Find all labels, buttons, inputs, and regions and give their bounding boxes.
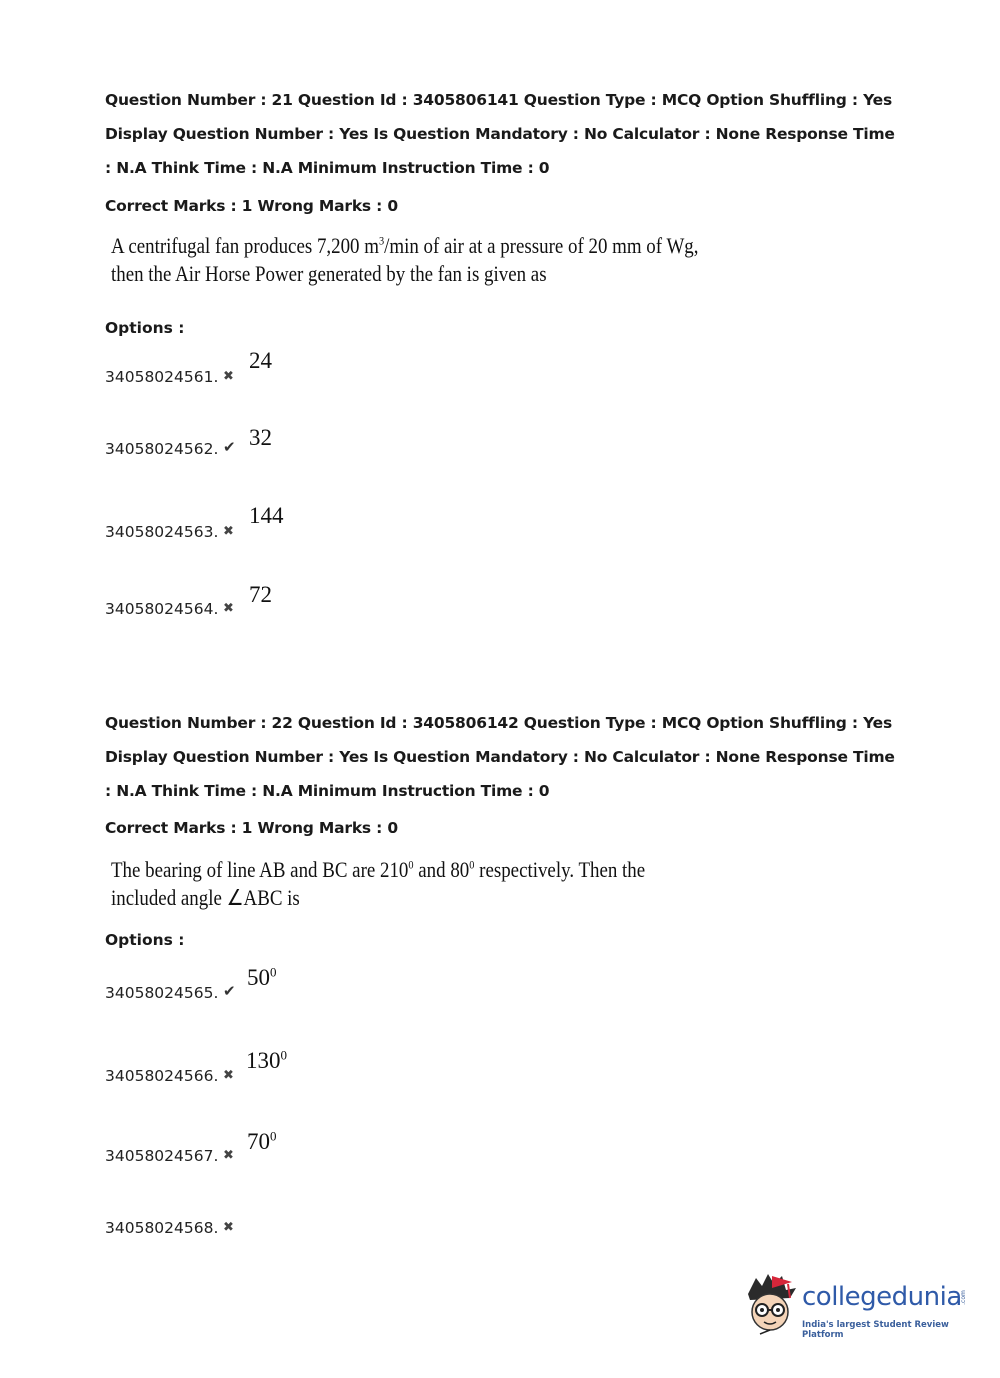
cross-icon: ✖: [223, 1220, 234, 1235]
collegedunia-logo: [742, 1272, 972, 1342]
meta-line: : N.A Think Time : N.A Minimum Instruction Time : 0: [105, 782, 550, 800]
cross-icon: ✖: [223, 369, 234, 384]
question-line: A centrifugal fan produces 7,200 $m^3/\min$ of air at a pressure of 20 mm of Wg,: [111, 233, 699, 258]
option-id: 34058024567.: [105, 1147, 219, 1165]
question-text: [111, 232, 699, 288]
marks-info: Correct Marks : 1 Wrong Marks : 0: [105, 819, 398, 837]
meta-line: : N.A Think Time : N.A Minimum Instruction Time : 0: [105, 159, 550, 177]
option-value: 72: [249, 582, 272, 607]
option-value: 24: [249, 348, 272, 373]
cross-icon: ✖: [223, 1148, 234, 1163]
options-label: Options :: [105, 319, 185, 337]
question-meta: [105, 706, 925, 808]
option-row: [105, 418, 505, 458]
option-id: 34058024561.: [105, 368, 219, 386]
meta-line: Question Number : 22 Question Id : 3405806142 Question Type : MCQ Option Shuffling : Yes: [105, 714, 893, 732]
meta-line: Display Question Number : Yes Is Question Mandatory : No Calculator : None Response Time: [105, 125, 895, 143]
option-value: $70^0$: [247, 1128, 277, 1154]
logo-suffix: .com: [959, 1290, 967, 1305]
option-id: 34058024568.: [105, 1219, 219, 1237]
question-text: [111, 856, 645, 912]
option-id: 34058024565.: [105, 984, 219, 1002]
option-row: [105, 578, 505, 618]
option-row: [105, 346, 505, 386]
option-row: [105, 1125, 505, 1165]
option-id: 34058024562.: [105, 440, 219, 458]
option-id: 34058024564.: [105, 600, 219, 618]
option-row: [105, 501, 505, 541]
option-row: [105, 1197, 505, 1237]
question-line: included angle ∠ABC is: [111, 885, 300, 910]
logo-name: collegedunia: [802, 1282, 962, 1312]
meta-line: Question Number : 21 Question Id : 3405806141 Question Type : MCQ Option Shuffling : Yes: [105, 91, 893, 109]
check-icon: ✔: [223, 438, 236, 456]
question-meta: [105, 83, 925, 185]
options-label: Options :: [105, 931, 185, 949]
option-value: 32: [249, 425, 272, 450]
check-icon: ✔: [223, 982, 236, 1000]
meta-line: Display Question Number : Yes Is Question Mandatory : No Calculator : None Response Time: [105, 748, 895, 766]
cross-icon: ✖: [223, 524, 234, 539]
option-value: $130^0$: [246, 1047, 287, 1073]
question-line: The bearing of line AB and BC are $210^0$ and $80^0$ respectively. Then the: [111, 857, 646, 882]
cross-icon: ✖: [223, 1068, 234, 1083]
cross-icon: ✖: [223, 601, 234, 616]
option-row: [105, 1045, 505, 1085]
option-id: 34058024563.: [105, 523, 219, 541]
option-value: $50^0$: [247, 964, 277, 990]
logo-tagline: India's largest Student Review Platform: [802, 1320, 949, 1340]
mascot-icon: [742, 1272, 800, 1336]
option-row: [105, 962, 505, 1002]
marks-info: Correct Marks : 1 Wrong Marks : 0: [105, 197, 398, 215]
option-value: 144: [249, 503, 284, 528]
option-id: 34058024566.: [105, 1067, 219, 1085]
question-line: then the Air Horse Power generated by the fan is given as: [111, 261, 547, 286]
